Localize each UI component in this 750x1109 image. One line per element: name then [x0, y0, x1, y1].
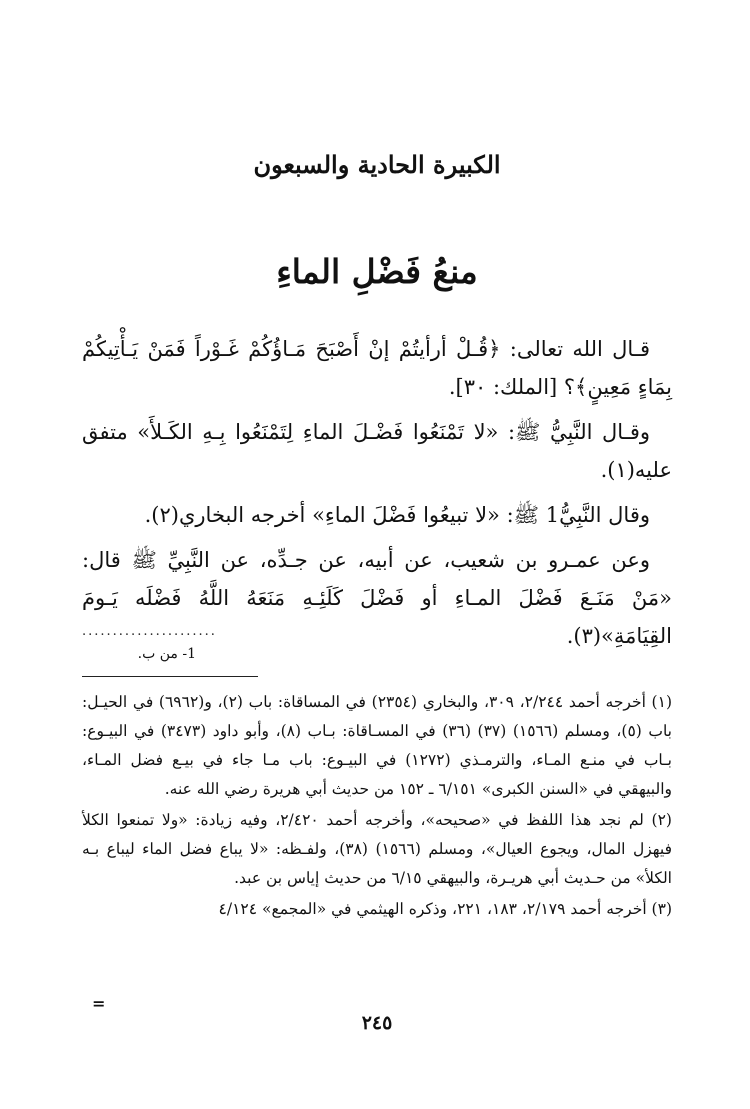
- chapter-title: الكبيرة الحادية والسبعون: [253, 150, 501, 179]
- footnote-continuation-mark: =: [92, 994, 106, 1013]
- hadith-paragraph-3: وعن عمـرو بن شعيب، عن أبيه، عن جـدِّه، عن النَّبِيِّ ﷺ قال: «مَنْ مَنَـعَ فَضْلَ المـاءِ أو فَضْلَ كَلَئِـهِ مَنَعَهُ اللَّهُ فَضْلَه يَـومَ القِيَامَةِ»(٣).: [82, 548, 672, 648]
- dotted-separator: ......................: [82, 624, 217, 639]
- hadith-paragraph-1: وقـال النَّبِيُّ ﷺ: «لا تَمْنَعُوا فَضْـلَ الماءِ لِتَمْنَعُوا بِـهِ الكَـلأَ» متفق عليه(١).: [82, 420, 672, 482]
- page-number: ٢٤٥: [361, 1012, 393, 1034]
- footnotes: [82, 688, 672, 926]
- manuscript-note: 1- من ب.: [137, 646, 196, 662]
- footnote-divider: [82, 676, 258, 677]
- footnote-1: (١) أخرجه أحمد ٢/٢٤٤، ٣٠٩، والبخاري (٢٣٥٤) في المساقاة: باب (٢)، و(٦٩٦٢) في الحيـل: باب (٥)، ومسلم (١٥٦٦) (٣٧) (٣٦) في المسـاقاة: بـاب (٨)، وأبو داود (٣٤٧٣) في البيـوع: بـاب في منـع المـاء، والترمـذي (١٢٧٢) في البيـوع: باب مـا جاء في بيـع فضل المـاء، والبيهقي في «السنن الكبرى» ٦/١٥١ ـ ١٥٢ من حديث أبي هريرة رضي الله عنه.: [82, 693, 672, 798]
- section-title: منعُ فَضْلِ الماءِ: [276, 252, 478, 291]
- footnote-2: (٢) لم نجد هذا اللفظ في «صحيحه»، وأخرجه أحمد ٢/٤٢٠، وفيه زيادة: «ولا تمنعوا الكلأ فيهزل المال، ويجوع العيال»، ومسلم (١٥٦٦) (٣٨)، ولفـظه: «لا يباع فضل الماء ليباع بـه الكلأ» من حـديث أبي هريـرة، والبيهقي ٦/١٥ من حديث إياس بن عبد.: [82, 811, 673, 887]
- footnote-3: (٣) أخرجه أحمد ٢/١٧٩، ١٨٣، ٢٢١، وذكره الهيثمي في «المجمع» ٤/١٢٤: [218, 900, 672, 918]
- main-text: [82, 330, 672, 662]
- hadith-paragraph-2: وقال النَّبِيُّ1 ﷺ: «لا تبيعُوا فَضْلَ الماءِ» أخرجه البخاري(٢).: [144, 503, 650, 527]
- quran-verse-paragraph: قـال الله تعالى: ﴿قُـلْ أرأيتُمْ إنْ أَصْبَحَ مَـاؤُكُمْ غَـوْراً فَمَنْ يَـأْتِيكُمْ بِمَاءٍ مَعِينٍ﴾؟ [الملك: ٣٠].: [82, 337, 672, 399]
- book-page: [82, 0, 672, 1109]
